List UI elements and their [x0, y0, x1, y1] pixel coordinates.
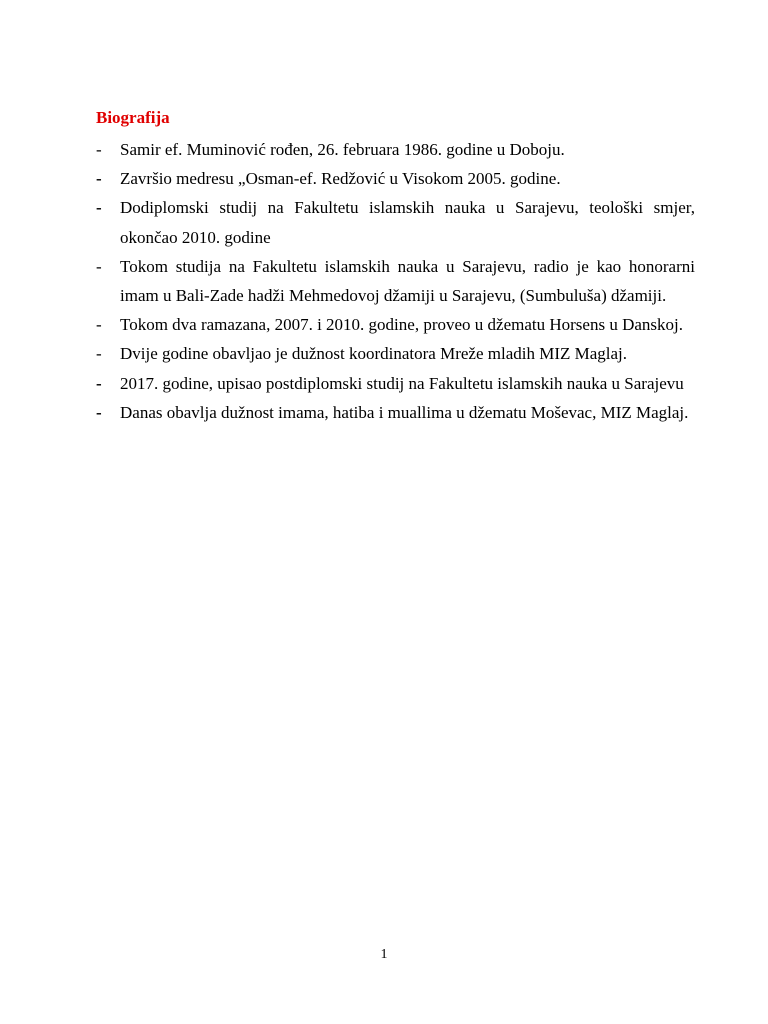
list-item: [96, 164, 695, 193]
list-item-text: Samir ef. Muminović rođen, 26. februara 1986. godine u Doboju.: [120, 140, 565, 159]
biography-list: [96, 135, 695, 427]
list-item: [96, 398, 695, 427]
list-item: [96, 339, 695, 368]
list-item: [96, 369, 695, 398]
bullet-dash: -: [96, 169, 102, 189]
bullet-dash: -: [96, 344, 102, 364]
list-item: [96, 135, 695, 164]
list-item-text: Dvije godine obavljao je dužnost koordinatora Mreže mladih MIZ Maglaj.: [120, 344, 628, 364]
bullet-dash: -: [96, 402, 102, 422]
bullet-dash: -: [96, 373, 102, 393]
list-item-text: Tokom studija na Fakultetu islamskih nauka u Sarajevu, radio je kao honorarni imam u Bali-Zade hadži Mehmedovoj džamiji u Sarajevu, (Sumbuluša) džamiji.: [120, 256, 695, 306]
bullet-dash: -: [96, 140, 102, 159]
list-item-text: Završio medresu „Osman-ef. Redžović u Visokom 2005. godine.: [120, 169, 561, 189]
list-item-text: 2017. godine, upisao postdiplomski studij na Fakultetu islamskih nauka u Sarajevu: [120, 373, 684, 393]
bullet-dash: -: [96, 256, 102, 276]
bullet-dash: -: [96, 315, 102, 335]
list-item: [96, 252, 695, 310]
page-number: 1: [380, 947, 388, 962]
list-item-text: Danas obavlja dužnost imama, hatiba i muallima u džematu Moševac, MIZ Maglaj.: [120, 402, 689, 422]
list-item: [96, 193, 695, 251]
list-item-text: Dodiplomski studij na Fakultetu islamskih nauka u Sarajevu, teološki smjer, okončao 2010. godine: [120, 198, 695, 247]
section-heading: Biografija: [96, 108, 170, 127]
list-item: [96, 310, 695, 339]
bullet-dash: -: [96, 198, 102, 218]
list-item-text: Tokom dva ramazana, 2007. i 2010. godine, proveo u džematu Horsens u Danskoj.: [120, 315, 683, 335]
